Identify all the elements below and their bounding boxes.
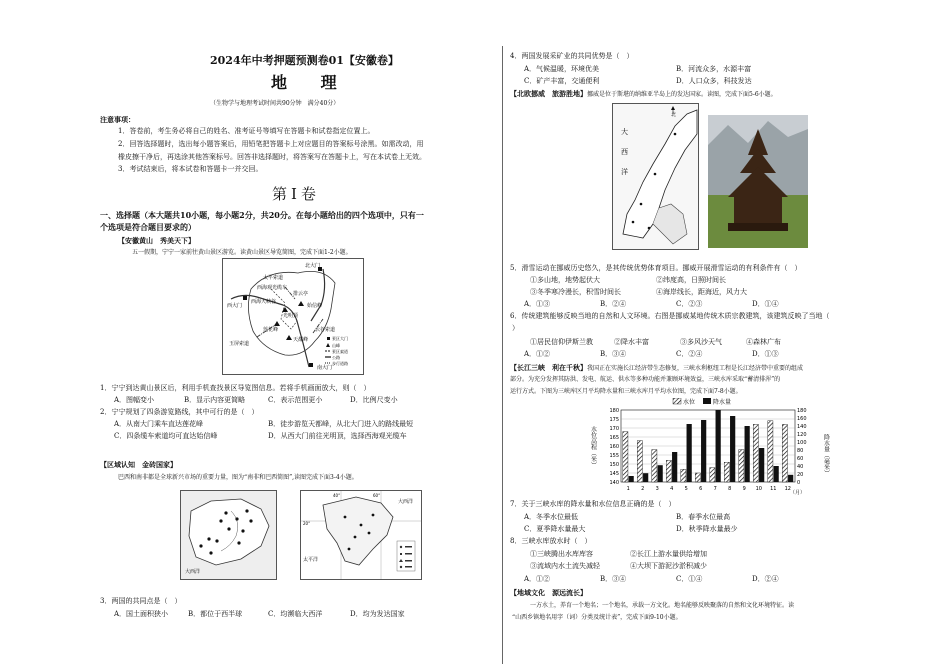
bar-water-level — [681, 469, 686, 482]
q2-option-d[interactable]: D．从西大门前往光明顶，选择西海观光缆车 — [268, 432, 407, 440]
question-2: 2．宁宁规划了四条游览路线，其中可行的是（ ） — [100, 408, 259, 416]
map-label: 莲花峰 — [263, 327, 279, 333]
right-tick-label: 100 — [797, 440, 807, 446]
right-tick-label: 60 — [797, 456, 804, 462]
note-item: 1．答卷前，考生务必将自己的姓名、准考证号等填写在答题卡和试卷指定位置上。 — [118, 127, 375, 135]
bar-precipitation — [672, 452, 677, 482]
q3-option-d[interactable]: D．均为发达国家 — [350, 610, 405, 618]
left-tick-label: 155 — [609, 453, 619, 459]
norway-intro: 挪威是位于斯堪的纳维亚半岛上的发达国家。读图，完成下面5-6小题。 — [587, 91, 777, 98]
bar-precipitation — [643, 473, 648, 482]
map-label: 60° — [373, 493, 381, 498]
question-3: 3．两国的共同点是（ ） — [100, 597, 182, 605]
q6-item-2: ②降水丰富 — [614, 338, 649, 346]
q1-option-b[interactable]: B．显示内容更简略 — [184, 396, 246, 404]
map-label: 南大门 — [317, 365, 333, 371]
bar-water-level — [652, 450, 657, 482]
map-label: 玉屏索道 — [229, 341, 250, 347]
note-item: 3．考试结束后，将本试卷和答题卡一并交回。 — [118, 165, 263, 173]
map-label: 大西洋 — [185, 569, 201, 575]
yangtze-intro-1: 我国正在实施长江经济带生态修复，三峡水利枢纽工程是长江经济带中重要的组成 — [587, 365, 804, 372]
notes-heading: 注意事项： — [100, 115, 135, 124]
bar-water-level — [753, 424, 758, 482]
huangshan-intro: 五一假期，宁宁一家前往黄山景区游览。读黄山景区导览简图，完成下面1-2小题。 — [132, 249, 352, 256]
q1-option-a[interactable]: A．图幅变小 — [114, 396, 155, 404]
map-label: 光明顶 — [283, 313, 299, 319]
x-unit: （月） — [790, 490, 806, 496]
yangtze-heading — [510, 363, 803, 373]
bar-precipitation — [745, 426, 750, 482]
right-tick-label: 20 — [797, 472, 804, 478]
q8-option-c[interactable]: C．①④ — [676, 575, 703, 583]
legend-swatch-water-level — [673, 398, 681, 404]
right-axis-label: 降水量（毫米） — [822, 434, 830, 476]
q6-option-b[interactable]: B．③④ — [600, 350, 627, 358]
bar-water-level — [637, 441, 642, 482]
section-title: 第Ⅰ卷 — [272, 185, 320, 203]
bar-water-level — [768, 421, 773, 482]
gate-icon — [309, 363, 313, 367]
norway-heading — [510, 89, 777, 99]
norway-tag: 【北欧挪威 旅游胜地】 — [510, 89, 587, 98]
map-label: 天都峰 — [293, 337, 309, 343]
bar-precipitation — [658, 465, 663, 482]
x-tick-label: 11 — [770, 486, 777, 492]
left-tick-label: 170 — [609, 426, 619, 432]
bar-precipitation — [687, 424, 692, 482]
q7-option-d[interactable]: D．秋季降水量最少 — [676, 525, 738, 533]
bar-water-level — [695, 473, 700, 482]
map-legend — [325, 335, 348, 366]
question-6-end: ） — [512, 324, 519, 332]
q4-option-a[interactable]: A．气候温暖，环境优美 — [524, 65, 600, 73]
q7-option-a[interactable]: A．冬季水位最低 — [524, 513, 579, 521]
map-legend — [397, 541, 415, 571]
note-item: 橡皮擦干净后，再选涂其他答案标号。回答非选择题时，将答案写在答题卡上，写在本试卷上无效。 — [118, 153, 426, 161]
road — [311, 269, 325, 321]
legend-swatch-precipitation — [703, 398, 711, 404]
map-label: 洋 — [621, 168, 628, 176]
q5-item-2: ②纬度高，日照时间长 — [656, 276, 726, 284]
left-tick-label: 160 — [609, 444, 619, 450]
left-tick-label: 165 — [609, 435, 619, 441]
culture-tag: 【地域文化 源远流长】 — [510, 588, 587, 597]
map-label: 排云亭 — [293, 291, 309, 297]
right-tick-label: 40 — [797, 464, 804, 470]
legend-precipitation: 降水量 — [713, 399, 732, 406]
country-shape — [323, 497, 393, 565]
culture-intro-1: 一方水土，养育一个地名；一个地名，承载一方文化。地名能够反映聚落的自然和文化环境特征。读 — [530, 602, 795, 609]
peak-icon — [274, 321, 280, 326]
bar-precipitation — [774, 466, 779, 482]
q5-item-4: ④海岸线长，距海近，风力大 — [656, 288, 747, 296]
map-label: 始信峰 — [307, 303, 323, 309]
bar-precipitation — [759, 448, 764, 482]
x-tick-label: 8 — [728, 486, 732, 492]
right-tick-label: 140 — [797, 424, 807, 430]
left-axis-label: 水位高程（米） — [589, 426, 597, 468]
yangtze-intro-3: 运行方式。下图为三峡库区月平均降水量和三峡水库月平均水位图，完成下面7-8小题。 — [510, 388, 742, 395]
bar-water-level — [666, 460, 671, 482]
bar-water-level — [739, 450, 744, 482]
q6-option-a[interactable]: A．①② — [524, 350, 551, 358]
x-tick-label: 5 — [684, 486, 688, 492]
three-gorges-chart — [585, 398, 835, 498]
part-one-heading-2: 个选项是符合题目要求的） — [100, 222, 196, 232]
right-tick-label: 0 — [797, 480, 801, 486]
chart-svg — [585, 398, 835, 498]
map-label: 40° — [333, 493, 341, 498]
bar-precipitation — [730, 416, 735, 482]
q7-option-c[interactable]: C．夏季降水量最大 — [524, 525, 586, 533]
q8-item-4: ④大坝下游泥沙淤积减少 — [630, 562, 707, 570]
bar-water-level — [724, 462, 729, 482]
q2-option-a[interactable]: A．从南大门乘车直达莲花峰 — [114, 420, 204, 428]
yangtze-tag: 【长江三峡 利在千秋】 — [510, 363, 587, 372]
map-label: 太平洋 — [303, 557, 319, 563]
left-tick-label: 175 — [609, 417, 619, 423]
bar-precipitation — [788, 475, 793, 482]
map-label: 西海大峡谷 — [251, 299, 277, 305]
q8-item-1: ①三峡腾出水库库容 — [530, 550, 593, 558]
x-tick-label: 1 — [626, 486, 630, 492]
legend-water-level: 水位 — [683, 399, 696, 406]
exam-title: 2024年中考押题预测卷01【安徽卷】 — [210, 54, 399, 67]
question-5: 5．滑雪运动在挪威历史悠久，是其传统优势体育项目。挪威开展滑雪运动的有利条件有（ ） — [510, 264, 802, 272]
svg-text:景区索道: 景区索道 — [332, 349, 348, 354]
q5-option-c[interactable]: C．②③ — [676, 300, 703, 308]
q5-option-b[interactable]: B．②④ — [600, 300, 627, 308]
q6-item-1: ①居民信仰伊斯兰教 — [530, 338, 593, 346]
x-tick-label: 10 — [755, 486, 762, 492]
q3-option-c[interactable]: C．均濒临大西洋 — [268, 610, 323, 618]
question-7: 7．关于三峡水库的降水量和水位信息正确的是（ ） — [510, 500, 676, 508]
q1-option-c[interactable]: C．表示范围更小 — [268, 396, 323, 404]
map-label: 大 — [621, 128, 628, 136]
x-tick-label: 4 — [670, 486, 674, 492]
map-label: 西海观光缆车 — [257, 285, 288, 291]
note-item: 2．回答选择题时，选出每小题答案后，用铅笔把答题卡上对应题目的答案标号涂黑。如需改动，用 — [118, 140, 424, 148]
q6-option-d[interactable]: D．①③ — [752, 350, 779, 358]
map-label: 北 — [671, 112, 677, 118]
peak-icon — [298, 301, 304, 306]
culture-intro-2: “山西乡镇地名用字（词）分类及统计表”，完成下面9-10小题。 — [512, 614, 682, 621]
bar-water-level — [710, 468, 715, 482]
gold-tag: 【区域认知 金砖国家】 — [100, 460, 177, 469]
q2-option-b[interactable]: B．徒步游览天都峰，从北大门进入的路线最短 — [268, 420, 414, 428]
norway-map — [612, 103, 699, 250]
q5-item-1: ①多山地，地势起伏大 — [530, 276, 600, 284]
column-divider — [502, 46, 503, 664]
bar-precipitation — [629, 476, 634, 482]
subject-title: 地 理 — [271, 73, 351, 92]
q3-option-b[interactable]: B．都位于西半球 — [188, 610, 243, 618]
peak-icon — [286, 335, 292, 340]
q2-option-c[interactable]: C．四条缆车索道均可直达始信峰 — [114, 432, 218, 440]
x-tick-label: 3 — [655, 486, 659, 492]
stave-church-photo — [708, 115, 808, 248]
q6-option-c[interactable]: C．②④ — [676, 350, 703, 358]
bar-water-level — [623, 432, 628, 482]
map-label: 西 — [621, 148, 628, 156]
huangshan-tag: 【安徽黄山 秀美天下】 — [118, 236, 195, 245]
bar-precipitation — [716, 410, 721, 482]
q8-item-2: ②长江上游水量供给增加 — [630, 550, 707, 558]
q4-option-d[interactable]: D．人口众多，科技发达 — [676, 77, 752, 85]
left-tick-label: 150 — [609, 462, 619, 468]
yangtze-intro-2: 部分。为充分发挥其防洪、发电、航运、供水等多种功能并兼顾环境效益，三峡水库采取“蓄清排浑”的 — [510, 376, 781, 383]
part-one-heading: 一、选择题（本大题共10小题，每小题2分，共20分。在每小题给出的四个选项中，只有一 — [100, 210, 424, 220]
q5-item-3: ③冬季寒冷漫长，积雪时间长 — [530, 288, 621, 296]
q4-option-b[interactable]: B．河流众多，水源丰富 — [676, 65, 752, 73]
x-tick-label: 2 — [641, 486, 645, 492]
q5-option-a[interactable]: A．①③ — [524, 300, 551, 308]
right-tick-label: 180 — [797, 408, 807, 414]
map-label: 西大门 — [227, 303, 243, 309]
svg-text:景区大门: 景区大门 — [332, 336, 348, 341]
q8-option-b[interactable]: B．③④ — [600, 575, 627, 583]
map-label: 太平索道 — [263, 275, 284, 281]
bar-water-level — [782, 424, 787, 482]
svg-text:公路: 公路 — [332, 355, 340, 360]
q6-item-3: ③多风沙天气 — [680, 338, 722, 346]
map-label: 大西洋 — [398, 499, 414, 505]
south-africa-map — [180, 490, 277, 580]
right-tick-label: 160 — [797, 416, 807, 422]
left-tick-label: 145 — [609, 471, 619, 477]
x-tick-label: 7 — [713, 486, 717, 492]
map-label: 云谷索道 — [315, 327, 336, 333]
q8-option-d[interactable]: D．②④ — [752, 575, 779, 583]
gold-intro: 巴西和南非都是全球新兴市场的重要力量，图为“南非和巴西简图”,读图完成下面3-4小题。 — [118, 474, 358, 481]
map-label: 北大门 — [305, 263, 321, 269]
q8-option-a[interactable]: A．①② — [524, 575, 551, 583]
q5-option-d[interactable]: D．①④ — [752, 300, 779, 308]
huangshan-map-svg — [223, 259, 363, 374]
svg-text:山峰: 山峰 — [332, 343, 340, 348]
x-tick-label: 6 — [699, 486, 703, 492]
q7-option-b[interactable]: B．春季水位最高 — [676, 513, 731, 521]
gate-icon — [243, 296, 247, 300]
right-tick-label: 120 — [797, 432, 807, 438]
brazil-map — [300, 490, 422, 580]
question-6: 6．传统建筑能够反映当地的自然和人文环境。右图是挪威某地传统木质宗教建筑，该建筑反映了当地（ — [510, 312, 830, 320]
exam-info: （生物学与地理考试时间共90分钟 满分40分） — [210, 100, 340, 107]
map-label: 20° — [303, 521, 311, 526]
left-tick-label: 180 — [609, 408, 619, 414]
q6-item-4: ④森林广布 — [746, 338, 781, 346]
question-8: 8．三峡水库放水时（ ） — [510, 537, 592, 545]
question-4: 4．两国发展采矿业的共同优势是（ ） — [510, 52, 634, 60]
q8-item-3: ③流域内水土流失减轻 — [530, 562, 600, 570]
q1-option-d[interactable]: D．比例尺变小 — [350, 396, 398, 404]
question-1: 1．宁宁到达黄山景区后，利用手机查找景区导览图信息。若将手机画面放大，则（ ） — [100, 384, 371, 392]
left-tick-label: 140 — [609, 480, 619, 486]
x-tick-label: 12 — [784, 486, 791, 492]
huangshan-map — [222, 258, 364, 375]
svg-text:步行道路: 步行道路 — [332, 361, 348, 366]
x-tick-label: 9 — [742, 486, 746, 492]
q3-option-a[interactable]: A．国土面积狭小 — [114, 610, 169, 618]
right-tick-label: 80 — [797, 448, 804, 454]
q4-option-c[interactable]: C．矿产丰富，交通便利 — [524, 77, 600, 85]
bar-precipitation — [701, 420, 706, 482]
